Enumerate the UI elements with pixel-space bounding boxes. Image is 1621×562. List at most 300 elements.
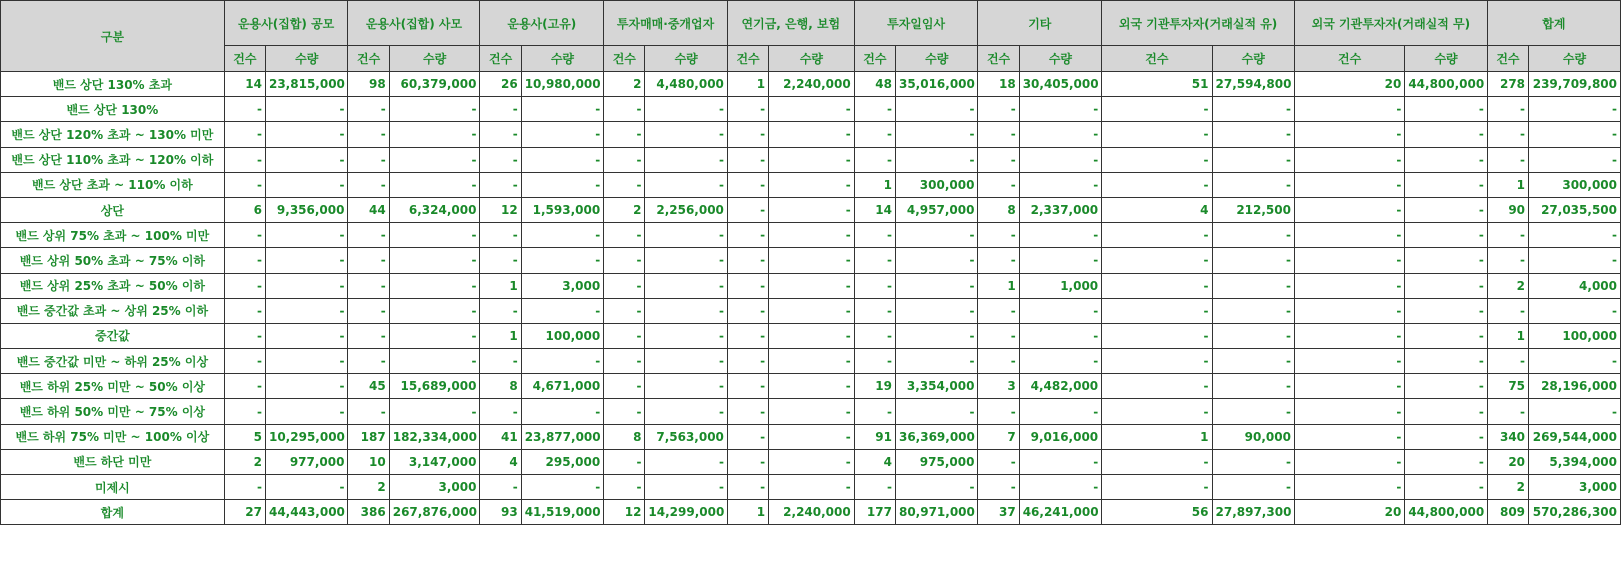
quantity-cell: 27,594,800	[1212, 72, 1294, 97]
table-body	[1, 72, 1621, 525]
quantity-cell: -	[1019, 449, 1101, 474]
quantity-cell: -	[769, 273, 855, 298]
quantity-cell: -	[895, 122, 977, 147]
count-cell: 278	[1487, 72, 1528, 97]
quantity-cell: -	[521, 97, 603, 122]
count-cell: -	[604, 273, 645, 298]
quantity-header: 수량	[1212, 46, 1294, 72]
count-cell: 12	[480, 197, 521, 222]
count-cell: 4	[854, 449, 895, 474]
quantity-cell: -	[769, 248, 855, 273]
count-cell: -	[1487, 248, 1528, 273]
quantity-cell: -	[1212, 399, 1294, 424]
quantity-cell: -	[1529, 97, 1621, 122]
count-cell: -	[1294, 172, 1404, 197]
quantity-cell: -	[769, 323, 855, 348]
count-cell: 1	[480, 323, 521, 348]
group-header: 운용사(집합) 공모	[224, 1, 348, 46]
count-cell: -	[604, 475, 645, 500]
count-cell: -	[854, 399, 895, 424]
count-header: 건수	[348, 46, 389, 72]
quantity-cell: -	[1405, 449, 1487, 474]
count-cell: -	[224, 172, 265, 197]
count-cell: 98	[348, 72, 389, 97]
count-cell: -	[1102, 172, 1212, 197]
count-cell: 20	[1294, 500, 1404, 525]
quantity-cell: -	[1529, 223, 1621, 248]
count-cell: 1	[1487, 172, 1528, 197]
quantity-cell: -	[769, 147, 855, 172]
quantity-cell: 27,897,300	[1212, 500, 1294, 525]
quantity-cell: -	[389, 298, 480, 323]
quantity-cell: 44,800,000	[1405, 72, 1487, 97]
quantity-cell: -	[1529, 147, 1621, 172]
count-cell: -	[604, 298, 645, 323]
count-cell: -	[1487, 147, 1528, 172]
count-cell: -	[480, 172, 521, 197]
count-cell: -	[604, 97, 645, 122]
quantity-cell: -	[265, 374, 348, 399]
count-cell: 12	[604, 500, 645, 525]
count-cell: -	[1102, 298, 1212, 323]
quantity-cell: 28,196,000	[1529, 374, 1621, 399]
count-cell: -	[348, 122, 389, 147]
count-cell: 1	[978, 273, 1019, 298]
quantity-cell: -	[895, 223, 977, 248]
group-header: 외국 기관투자자(거래실적 유)	[1102, 1, 1295, 46]
count-cell: 1	[480, 273, 521, 298]
count-cell: 20	[1294, 72, 1404, 97]
quantity-cell: 3,000	[521, 273, 603, 298]
quantity-cell: 3,000	[389, 475, 480, 500]
count-cell: -	[224, 273, 265, 298]
row-label: 밴드 상위 25% 초과 ~ 50% 이하	[1, 273, 225, 298]
count-cell: -	[604, 449, 645, 474]
table-row	[1, 424, 1621, 449]
quantity-cell: -	[769, 223, 855, 248]
row-label: 밴드 중간값 초과 ~ 상위 25% 이하	[1, 298, 225, 323]
count-cell: -	[480, 475, 521, 500]
row-label: 밴드 상단 초과 ~ 110% 이하	[1, 172, 225, 197]
quantity-cell: -	[895, 349, 977, 374]
table-header	[1, 1, 1621, 72]
quantity-cell: -	[1529, 248, 1621, 273]
quantity-cell: -	[1212, 223, 1294, 248]
quantity-cell: 23,815,000	[265, 72, 348, 97]
quantity-cell: -	[265, 223, 348, 248]
group-header-row	[1, 1, 1621, 46]
count-cell: -	[1102, 323, 1212, 348]
quantity-cell: -	[1019, 147, 1101, 172]
quantity-cell: 1,593,000	[521, 197, 603, 222]
quantity-cell: 239,709,800	[1529, 72, 1621, 97]
count-cell: -	[348, 223, 389, 248]
quantity-header: 수량	[389, 46, 480, 72]
count-cell: 10	[348, 449, 389, 474]
quantity-cell: 977,000	[265, 449, 348, 474]
count-cell: 1	[727, 500, 768, 525]
row-label: 밴드 하위 25% 미만 ~ 50% 이상	[1, 374, 225, 399]
count-cell: -	[1294, 122, 1404, 147]
count-cell: -	[480, 97, 521, 122]
quantity-cell: -	[1529, 122, 1621, 147]
count-cell: -	[224, 374, 265, 399]
quantity-cell: -	[521, 172, 603, 197]
quantity-cell: -	[645, 323, 728, 348]
quantity-cell: -	[645, 172, 728, 197]
quantity-cell: 300,000	[1529, 172, 1621, 197]
count-cell: 75	[1487, 374, 1528, 399]
quantity-cell: 2,240,000	[769, 500, 855, 525]
count-cell: 41	[480, 424, 521, 449]
quantity-cell: -	[389, 97, 480, 122]
group-header: 투자일임사	[854, 1, 978, 46]
quantity-cell: -	[1405, 197, 1487, 222]
quantity-cell: -	[769, 475, 855, 500]
quantity-cell: 23,877,000	[521, 424, 603, 449]
quantity-cell: 15,689,000	[389, 374, 480, 399]
count-cell: -	[1294, 197, 1404, 222]
count-cell: -	[727, 248, 768, 273]
quantity-cell: -	[769, 298, 855, 323]
count-header: 건수	[480, 46, 521, 72]
quantity-cell: 269,544,000	[1529, 424, 1621, 449]
table-row	[1, 475, 1621, 500]
count-cell: -	[604, 223, 645, 248]
count-cell: -	[480, 122, 521, 147]
quantity-cell: -	[1405, 248, 1487, 273]
count-cell: 4	[480, 449, 521, 474]
count-cell: -	[604, 248, 645, 273]
quantity-cell: 300,000	[895, 172, 977, 197]
count-cell: -	[604, 122, 645, 147]
count-cell: 48	[854, 72, 895, 97]
count-cell: -	[604, 349, 645, 374]
quantity-cell: 7,563,000	[645, 424, 728, 449]
count-cell: -	[978, 248, 1019, 273]
count-cell: -	[727, 122, 768, 147]
quantity-cell: -	[1019, 248, 1101, 273]
quantity-cell: -	[265, 97, 348, 122]
quantity-cell: -	[265, 349, 348, 374]
count-cell: -	[978, 323, 1019, 348]
quantity-cell: -	[1405, 223, 1487, 248]
quantity-header: 수량	[265, 46, 348, 72]
sub-header-row	[1, 46, 1621, 72]
quantity-cell: -	[1405, 475, 1487, 500]
count-cell: -	[978, 223, 1019, 248]
quantity-cell: -	[895, 475, 977, 500]
count-cell: 6	[224, 197, 265, 222]
quantity-cell: -	[1405, 399, 1487, 424]
count-cell: -	[348, 399, 389, 424]
quantity-cell: -	[645, 273, 728, 298]
count-cell: -	[854, 323, 895, 348]
count-cell: -	[978, 349, 1019, 374]
quantity-cell: -	[1405, 97, 1487, 122]
quantity-cell: 4,480,000	[645, 72, 728, 97]
count-cell: -	[1294, 424, 1404, 449]
count-cell: 386	[348, 500, 389, 525]
quantity-cell: 9,016,000	[1019, 424, 1101, 449]
group-header: 운용사(고유)	[480, 1, 604, 46]
count-cell: -	[978, 122, 1019, 147]
count-cell: -	[854, 223, 895, 248]
count-cell: -	[1102, 374, 1212, 399]
quantity-cell: -	[265, 248, 348, 273]
quantity-cell: -	[1019, 323, 1101, 348]
count-cell: -	[224, 122, 265, 147]
quantity-cell: -	[895, 273, 977, 298]
count-cell: 14	[854, 197, 895, 222]
row-label: 밴드 중간값 미만 ~ 하위 25% 이상	[1, 349, 225, 374]
quantity-cell: 30,405,000	[1019, 72, 1101, 97]
count-cell: -	[604, 399, 645, 424]
table-row	[1, 223, 1621, 248]
quantity-cell: 4,957,000	[895, 197, 977, 222]
count-cell: -	[604, 172, 645, 197]
quantity-header: 수량	[895, 46, 977, 72]
count-cell: 2	[348, 475, 389, 500]
quantity-cell: -	[895, 298, 977, 323]
quantity-cell: -	[895, 147, 977, 172]
count-header: 건수	[978, 46, 1019, 72]
count-cell: -	[978, 97, 1019, 122]
count-header: 건수	[727, 46, 768, 72]
row-label: 밴드 상단 130% 초과	[1, 72, 225, 97]
count-cell: -	[224, 399, 265, 424]
quantity-cell: -	[769, 122, 855, 147]
quantity-cell: 2,240,000	[769, 72, 855, 97]
count-cell: -	[1102, 248, 1212, 273]
count-cell: -	[1102, 475, 1212, 500]
count-cell: 2	[1487, 475, 1528, 500]
quantity-cell: -	[389, 172, 480, 197]
count-cell: 8	[604, 424, 645, 449]
quantity-cell: -	[1019, 97, 1101, 122]
count-cell: -	[727, 349, 768, 374]
count-cell: -	[1102, 349, 1212, 374]
quantity-cell: -	[769, 374, 855, 399]
row-label: 밴드 상위 50% 초과 ~ 75% 이하	[1, 248, 225, 273]
count-cell: 8	[978, 197, 1019, 222]
quantity-cell: -	[645, 248, 728, 273]
count-cell: -	[727, 197, 768, 222]
table-row	[1, 72, 1621, 97]
quantity-cell: -	[389, 223, 480, 248]
quantity-cell: -	[1405, 298, 1487, 323]
quantity-cell: 10,980,000	[521, 72, 603, 97]
count-cell: 1	[727, 72, 768, 97]
quantity-cell: -	[1212, 349, 1294, 374]
row-label: 미제시	[1, 475, 225, 500]
count-header: 건수	[1294, 46, 1404, 72]
quantity-cell: -	[1212, 475, 1294, 500]
count-cell: 51	[1102, 72, 1212, 97]
quantity-cell: -	[389, 147, 480, 172]
count-cell: -	[1487, 399, 1528, 424]
count-cell: -	[978, 172, 1019, 197]
quantity-cell: -	[1212, 298, 1294, 323]
count-cell: -	[1294, 298, 1404, 323]
count-cell: -	[1294, 475, 1404, 500]
count-cell: -	[348, 147, 389, 172]
count-cell: 14	[224, 72, 265, 97]
count-cell: -	[224, 248, 265, 273]
quantity-cell: -	[521, 147, 603, 172]
quantity-cell: -	[769, 424, 855, 449]
quantity-cell: -	[645, 122, 728, 147]
quantity-cell: -	[1405, 424, 1487, 449]
quantity-cell: 80,971,000	[895, 500, 977, 525]
count-cell: -	[348, 248, 389, 273]
table-row	[1, 399, 1621, 424]
quantity-cell: -	[1212, 323, 1294, 348]
count-cell: 177	[854, 500, 895, 525]
row-label: 상단	[1, 197, 225, 222]
quantity-cell: -	[645, 97, 728, 122]
table-row	[1, 248, 1621, 273]
quantity-cell: -	[1212, 374, 1294, 399]
quantity-cell: -	[389, 248, 480, 273]
count-cell: -	[1294, 399, 1404, 424]
count-cell: -	[727, 97, 768, 122]
quantity-cell: -	[265, 323, 348, 348]
quantity-header: 수량	[1405, 46, 1487, 72]
quantity-header: 수량	[521, 46, 603, 72]
table-row	[1, 197, 1621, 222]
count-cell: -	[978, 475, 1019, 500]
count-cell: -	[224, 97, 265, 122]
count-cell: -	[1102, 122, 1212, 147]
count-cell: 1	[1487, 323, 1528, 348]
quantity-cell: -	[645, 399, 728, 424]
count-cell: -	[348, 349, 389, 374]
count-cell: 5	[224, 424, 265, 449]
quantity-cell: 3,147,000	[389, 449, 480, 474]
count-cell: 27	[224, 500, 265, 525]
quantity-cell: -	[1405, 122, 1487, 147]
quantity-cell: -	[895, 248, 977, 273]
count-cell: 18	[978, 72, 1019, 97]
quantity-cell: -	[265, 147, 348, 172]
table-row	[1, 172, 1621, 197]
count-cell: 20	[1487, 449, 1528, 474]
count-cell: 19	[854, 374, 895, 399]
quantity-cell: -	[1212, 97, 1294, 122]
count-cell: -	[978, 399, 1019, 424]
count-cell: -	[348, 97, 389, 122]
count-cell: -	[348, 323, 389, 348]
quantity-cell: 14,299,000	[645, 500, 728, 525]
count-cell: -	[224, 475, 265, 500]
quantity-cell: -	[1405, 172, 1487, 197]
quantity-cell: -	[645, 298, 728, 323]
row-label: 합계	[1, 500, 225, 525]
quantity-cell: -	[389, 273, 480, 298]
quantity-cell: 90,000	[1212, 424, 1294, 449]
quantity-cell: -	[521, 399, 603, 424]
quantity-cell: -	[645, 449, 728, 474]
count-cell: -	[1487, 298, 1528, 323]
quantity-cell: -	[265, 475, 348, 500]
count-cell: -	[480, 298, 521, 323]
quantity-cell: -	[1405, 374, 1487, 399]
count-cell: -	[1487, 349, 1528, 374]
quantity-cell: -	[769, 172, 855, 197]
quantity-cell: 10,295,000	[265, 424, 348, 449]
quantity-cell: -	[895, 323, 977, 348]
count-cell: -	[1294, 223, 1404, 248]
quantity-cell: -	[1212, 172, 1294, 197]
count-cell: -	[1102, 273, 1212, 298]
count-cell: -	[1294, 349, 1404, 374]
quantity-cell: 5,394,000	[1529, 449, 1621, 474]
quantity-cell: 267,876,000	[389, 500, 480, 525]
quantity-cell: -	[645, 147, 728, 172]
count-cell: -	[854, 273, 895, 298]
quantity-cell: -	[521, 248, 603, 273]
count-cell: -	[1487, 223, 1528, 248]
quantity-cell: -	[1212, 273, 1294, 298]
quantity-cell: -	[521, 298, 603, 323]
quantity-cell: -	[1405, 323, 1487, 348]
quantity-cell: 6,324,000	[389, 197, 480, 222]
count-cell: -	[727, 147, 768, 172]
count-cell: -	[727, 298, 768, 323]
quantity-cell: -	[1019, 475, 1101, 500]
quantity-cell: -	[1019, 172, 1101, 197]
table-row	[1, 273, 1621, 298]
count-cell: -	[727, 223, 768, 248]
count-cell: 91	[854, 424, 895, 449]
quantity-cell: -	[769, 449, 855, 474]
count-cell: -	[727, 449, 768, 474]
quantity-cell: 44,800,000	[1405, 500, 1487, 525]
count-header: 건수	[1102, 46, 1212, 72]
row-label: 밴드 상위 75% 초과 ~ 100% 미만	[1, 223, 225, 248]
quantity-cell: -	[769, 399, 855, 424]
count-cell: -	[727, 374, 768, 399]
quantity-cell: -	[265, 273, 348, 298]
quantity-cell: 570,286,300	[1529, 500, 1621, 525]
count-cell: 809	[1487, 500, 1528, 525]
quantity-cell: 2,337,000	[1019, 197, 1101, 222]
quantity-cell: -	[1529, 298, 1621, 323]
count-cell: -	[1102, 223, 1212, 248]
count-cell: 2	[604, 72, 645, 97]
quantity-cell: -	[265, 298, 348, 323]
row-label: 밴드 상단 120% 초과 ~ 130% 미만	[1, 122, 225, 147]
count-cell: 45	[348, 374, 389, 399]
quantity-cell: 182,334,000	[389, 424, 480, 449]
quantity-cell: 60,379,000	[389, 72, 480, 97]
count-cell: -	[604, 374, 645, 399]
category-header: 구분	[1, 1, 225, 72]
quantity-cell: -	[769, 197, 855, 222]
quantity-cell: -	[265, 172, 348, 197]
quantity-cell: 9,356,000	[265, 197, 348, 222]
count-cell: -	[854, 97, 895, 122]
count-cell: -	[1487, 122, 1528, 147]
count-cell: -	[480, 399, 521, 424]
table-row	[1, 147, 1621, 172]
count-cell: -	[854, 349, 895, 374]
quantity-cell: -	[1019, 349, 1101, 374]
table-row	[1, 298, 1621, 323]
quantity-cell: -	[1212, 248, 1294, 273]
table-row	[1, 323, 1621, 348]
